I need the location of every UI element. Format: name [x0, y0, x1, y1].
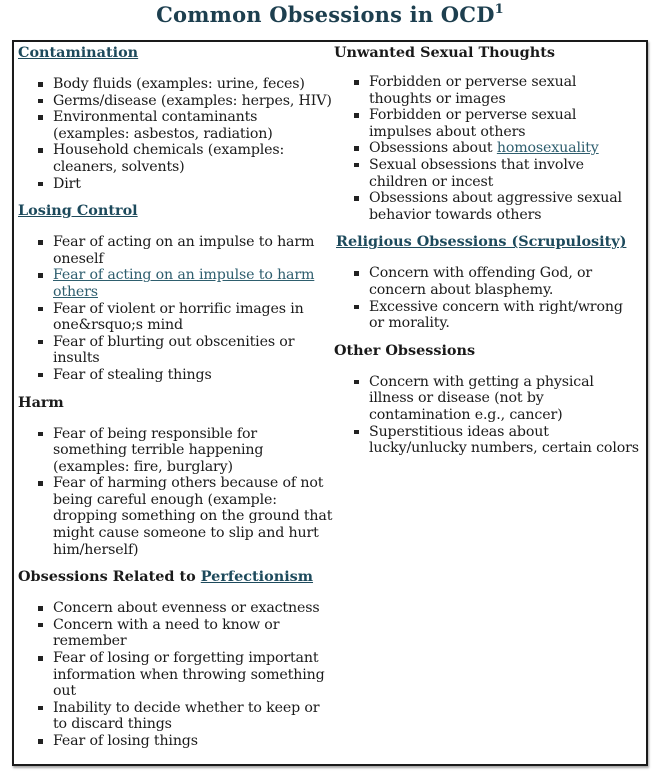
homosexuality-link[interactable]: homosexuality — [496, 140, 599, 157]
list-item: Sexual obsessions that involve children or incest — [369, 157, 639, 190]
right-column — [334, 44, 639, 467]
left-column — [18, 44, 334, 760]
list-other — [334, 374, 639, 457]
list-item — [369, 140, 639, 157]
list-item: Fear of losing or forgetting important information when throwing something out — [53, 650, 334, 700]
list-item: Fear of violent or horrific images in one&rsquo;s mind — [53, 301, 334, 334]
heading-prefix: Obsessions Related to — [18, 568, 201, 586]
obsessions-table — [12, 40, 648, 766]
list-item: Fear of losing things — [53, 733, 334, 750]
heading-losing-control[interactable]: Losing Control — [18, 202, 138, 220]
list-item: Fear of being responsible for something terrible happening (examples: fire, burglary) — [53, 426, 334, 476]
heading-religious[interactable]: Religious Obsessions (Scrupulosity) — [336, 233, 627, 251]
list-item: Excessive concern with right/wrong or morality. — [369, 299, 639, 332]
list-perfectionism — [18, 600, 334, 749]
list-item: Body fluids (examples: urine, feces) — [53, 76, 334, 93]
list-sexual-thoughts — [334, 74, 639, 223]
list-item: Concern with getting a physical illness or disease (not by contamination e.g., cancer) — [369, 374, 639, 424]
footnote-marker[interactable]: 1 — [494, 2, 504, 17]
heading-contamination[interactable]: Contamination — [18, 44, 139, 61]
list-item: Household chemicals (examples: cleaners, solvents) — [53, 142, 334, 175]
perfectionism-link[interactable]: Perfectionism — [200, 568, 314, 586]
list-item: Fear of harming others because of not being careful enough (example: dropping something on the ground that might cause someone to slip and hurt him/herself) — [53, 475, 333, 558]
list-item: Fear of acting on an impulse to harm oneself — [53, 234, 334, 267]
list-losing-control — [18, 234, 334, 383]
list-item: Obsessions about aggressive sexual behavior towards others — [369, 190, 639, 223]
harm-others-link[interactable]: Fear of acting on an impulse to harm others — [53, 267, 315, 300]
item-text: Obsessions about — [369, 140, 497, 157]
heading-sexual-thoughts: Unwanted Sexual Thoughts — [334, 44, 555, 61]
list-item: Inability to decide whether to keep or to discard things — [53, 700, 334, 733]
list-item: Concern with offending God, or concern about blasphemy. — [369, 265, 639, 298]
page-title — [0, 2, 660, 27]
list-contamination — [18, 76, 334, 192]
list-item: Concern with a need to know or remember — [53, 617, 334, 650]
list-item: Fear of stealing things — [53, 367, 334, 384]
heading-harm: Harm — [18, 393, 64, 411]
list-item: Concern about evenness or exactness — [53, 600, 334, 617]
list-item: Environmental contaminants (examples: asbestos, radiation) — [53, 109, 334, 142]
list-item: Germs/disease (examples: herpes, HIV) — [53, 93, 334, 110]
list-item-link — [53, 267, 334, 300]
list-item: Superstitious ideas about lucky/unlucky numbers, certain colors — [369, 423, 639, 457]
title-text: Common Obsessions in OCD — [156, 2, 495, 27]
list-item: Forbidden or perverse sexual impulses about others — [369, 107, 639, 140]
list-religious — [334, 265, 639, 331]
heading-perfectionism — [18, 568, 334, 586]
list-item: Dirt — [53, 176, 334, 193]
list-harm — [18, 426, 334, 559]
list-item: Forbidden or perverse sexual thoughts or images — [369, 74, 639, 107]
list-item: Fear of blurting out obscenities or insults — [53, 334, 334, 367]
heading-other: Other Obsessions — [334, 341, 476, 359]
